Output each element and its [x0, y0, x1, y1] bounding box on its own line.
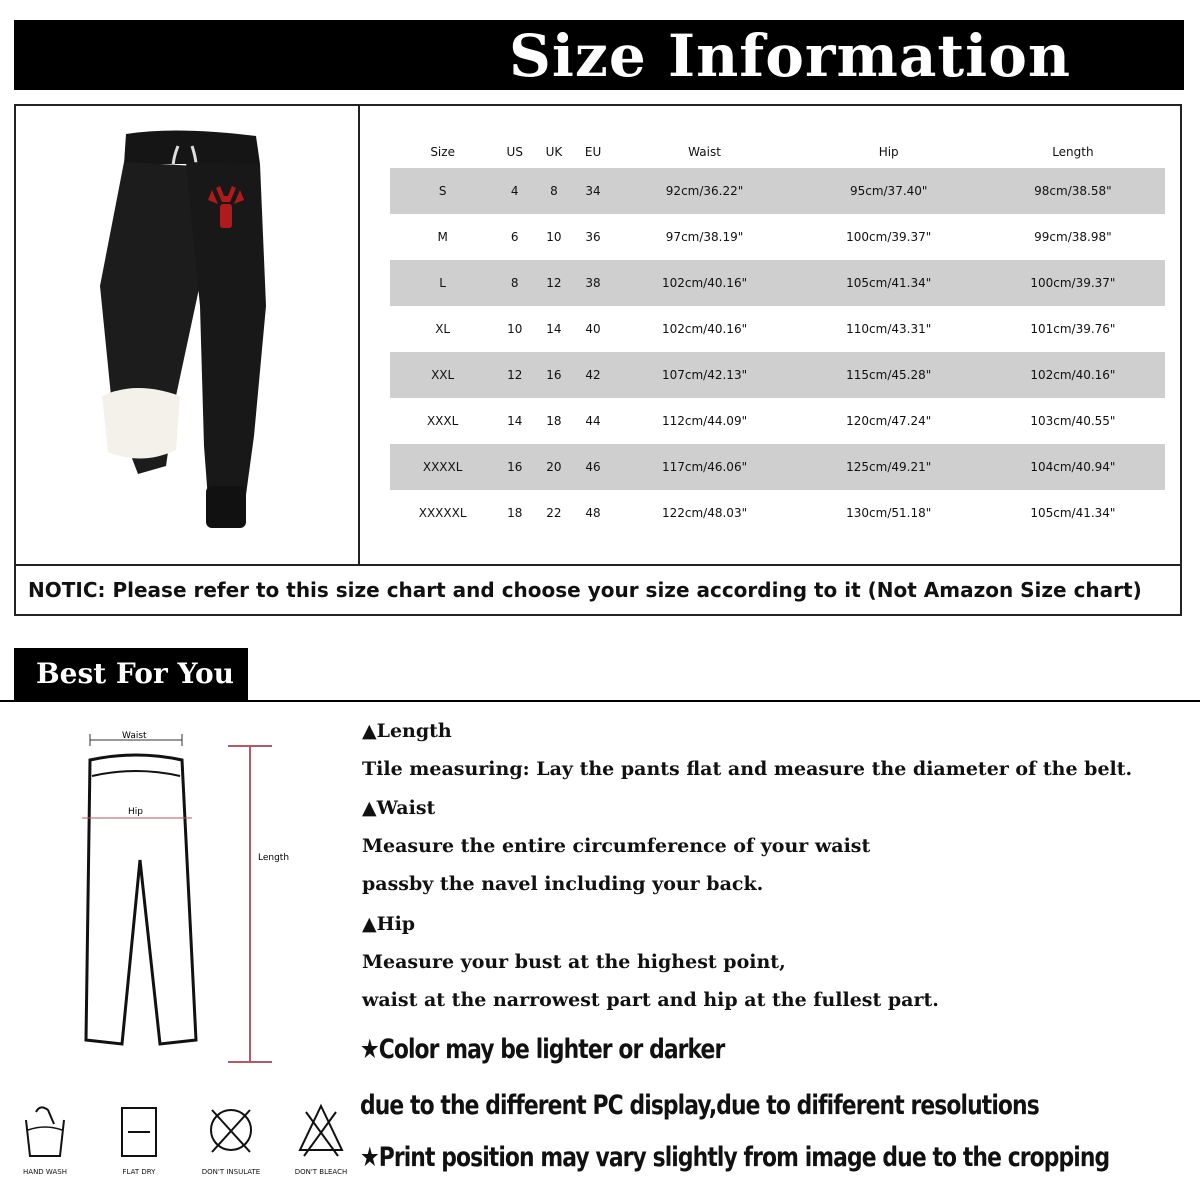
- table-cell: XXL: [390, 352, 495, 398]
- table-cell: 16: [534, 352, 573, 398]
- table-row: [390, 214, 1165, 260]
- table-cell: 125cm/49.21": [797, 444, 981, 490]
- care-label: HAND WASH: [23, 1168, 67, 1176]
- color-note-2: due to the different PC display,due to dififerent resolutions: [360, 1090, 1039, 1121]
- table-cell: 105cm/41.34": [797, 260, 981, 306]
- table-cell: 48: [585, 506, 601, 520]
- length-label: Length: [258, 853, 290, 863]
- hip-title: ▲Hip: [362, 913, 416, 935]
- waist-title: ▲Waist: [362, 797, 436, 819]
- table-row: [390, 352, 1165, 398]
- hip-text-2: waist at the narrowest part and hip at the fullest part.: [362, 989, 939, 1011]
- table-cell: 18: [507, 506, 523, 520]
- size-table-panel: [360, 106, 1180, 564]
- column-header: EU: [584, 145, 602, 159]
- table-cell: 110cm/43.31": [846, 322, 932, 336]
- table-cell: 115cm/45.28": [797, 352, 981, 398]
- table-cell: 42: [574, 352, 613, 398]
- table-cell: 10: [546, 230, 562, 244]
- hip-text-1: Measure your bust at the highest point,: [362, 951, 786, 973]
- table-row: [390, 490, 1165, 536]
- table-cell: 102cm/40.16": [612, 260, 796, 306]
- product-image-panel: [16, 106, 360, 564]
- table-cell: 8: [534, 168, 573, 214]
- table-cell: 38: [574, 260, 613, 306]
- care-label: DON'T BLEACH: [294, 1168, 348, 1176]
- table-cell: 14: [546, 322, 562, 336]
- size-chart: [14, 104, 1182, 616]
- table-row: [390, 260, 1165, 306]
- table-cell: XXXL: [426, 414, 459, 428]
- hip-label: Hip: [128, 807, 143, 817]
- table-cell: M: [437, 230, 448, 244]
- table-cell: 102cm/40.16": [661, 322, 748, 336]
- table-cell: 46: [574, 444, 613, 490]
- table-cell: 4: [495, 168, 534, 214]
- table-cell: 10: [507, 322, 523, 336]
- size-notice: NOTIC: Please refer to this size chart and choose your size according to it (Not Amazon Size chart): [16, 564, 1180, 614]
- table-cell: 34: [574, 168, 613, 214]
- table-cell: S: [390, 168, 495, 214]
- column-header: Hip: [878, 145, 899, 159]
- table-cell: 20: [534, 444, 573, 490]
- table-row: [390, 444, 1165, 490]
- care-label: FLAT DRY: [122, 1168, 156, 1176]
- table-cell: 95cm/37.40": [797, 168, 981, 214]
- table-cell: 12: [534, 260, 573, 306]
- table-cell: 100cm/39.37": [981, 260, 1165, 306]
- waist-text-2: passby the navel including your back.: [362, 873, 764, 895]
- dont-insulate-icon: [196, 1100, 266, 1176]
- table-cell: 22: [546, 506, 562, 520]
- care-label: DON'T INSULATE: [201, 1168, 261, 1176]
- table-cell: XXXXL: [390, 444, 495, 490]
- table-cell: 8: [495, 260, 534, 306]
- waist-label: Waist: [122, 731, 147, 741]
- table-cell: 107cm/42.13": [612, 352, 796, 398]
- length-title: ▲Length: [362, 720, 452, 742]
- table-cell: XXXXXL: [418, 506, 467, 520]
- table-row: [390, 168, 1165, 214]
- print-note: ★Print position may vary slightly from image due to the cropping: [360, 1142, 1110, 1173]
- table-cell: 36: [585, 230, 601, 244]
- table-cell: 14: [507, 414, 523, 428]
- flat-dry-icon: [104, 1100, 174, 1176]
- table-row: [390, 398, 1165, 444]
- table-cell: XL: [435, 322, 451, 336]
- table-cell: L: [390, 260, 495, 306]
- color-note-1: ★Color may be lighter or darker: [360, 1034, 725, 1065]
- column-header: Size: [430, 145, 455, 159]
- page-title: Size Information: [509, 22, 1072, 90]
- table-row: [390, 306, 1165, 352]
- length-text: Tile measuring: Lay the pants flat and measure the diameter of the belt.: [362, 758, 1133, 780]
- dont-bleach-icon: [286, 1100, 356, 1176]
- table-cell: 112cm/44.09": [661, 414, 748, 428]
- table-cell: 104cm/40.94": [981, 444, 1165, 490]
- table-cell: 12: [495, 352, 534, 398]
- table-cell: 105cm/41.34": [1030, 506, 1116, 520]
- table-cell: 130cm/51.18": [846, 506, 932, 520]
- table-cell: 101cm/39.76": [1030, 322, 1116, 336]
- column-header: UK: [545, 145, 563, 159]
- table-cell: 100cm/39.37": [846, 230, 932, 244]
- pants-product-image: [16, 106, 356, 562]
- column-header: Waist: [688, 145, 721, 159]
- table-cell: 40: [585, 322, 601, 336]
- hand-wash-icon: [10, 1100, 80, 1176]
- table-cell: 99cm/38.98": [1034, 230, 1112, 244]
- table-cell: 98cm/38.58": [981, 168, 1165, 214]
- column-header: US: [506, 145, 523, 159]
- column-header: Length: [1052, 145, 1094, 159]
- table-cell: 16: [495, 444, 534, 490]
- measurement-diagram: [60, 720, 320, 1080]
- table-cell: 122cm/48.03": [661, 506, 748, 520]
- header-bar: [14, 20, 1184, 90]
- section-divider: [0, 700, 1200, 702]
- best-for-you-title: Best For You: [14, 648, 248, 700]
- table-cell: 18: [546, 414, 562, 428]
- table-cell: 117cm/46.06": [612, 444, 796, 490]
- table-cell: 92cm/36.22": [612, 168, 796, 214]
- table-cell: 120cm/47.24": [846, 414, 932, 428]
- table-cell: 97cm/38.19": [665, 230, 744, 244]
- waist-text-1: Measure the entire circumference of your waist: [362, 835, 871, 857]
- table-cell: 102cm/40.16": [981, 352, 1165, 398]
- size-table: [390, 136, 1165, 536]
- table-cell: 44: [585, 414, 601, 428]
- table-cell: 6: [510, 230, 519, 244]
- size-table-header-row: [390, 136, 1165, 168]
- table-cell: 103cm/40.55": [1030, 414, 1116, 428]
